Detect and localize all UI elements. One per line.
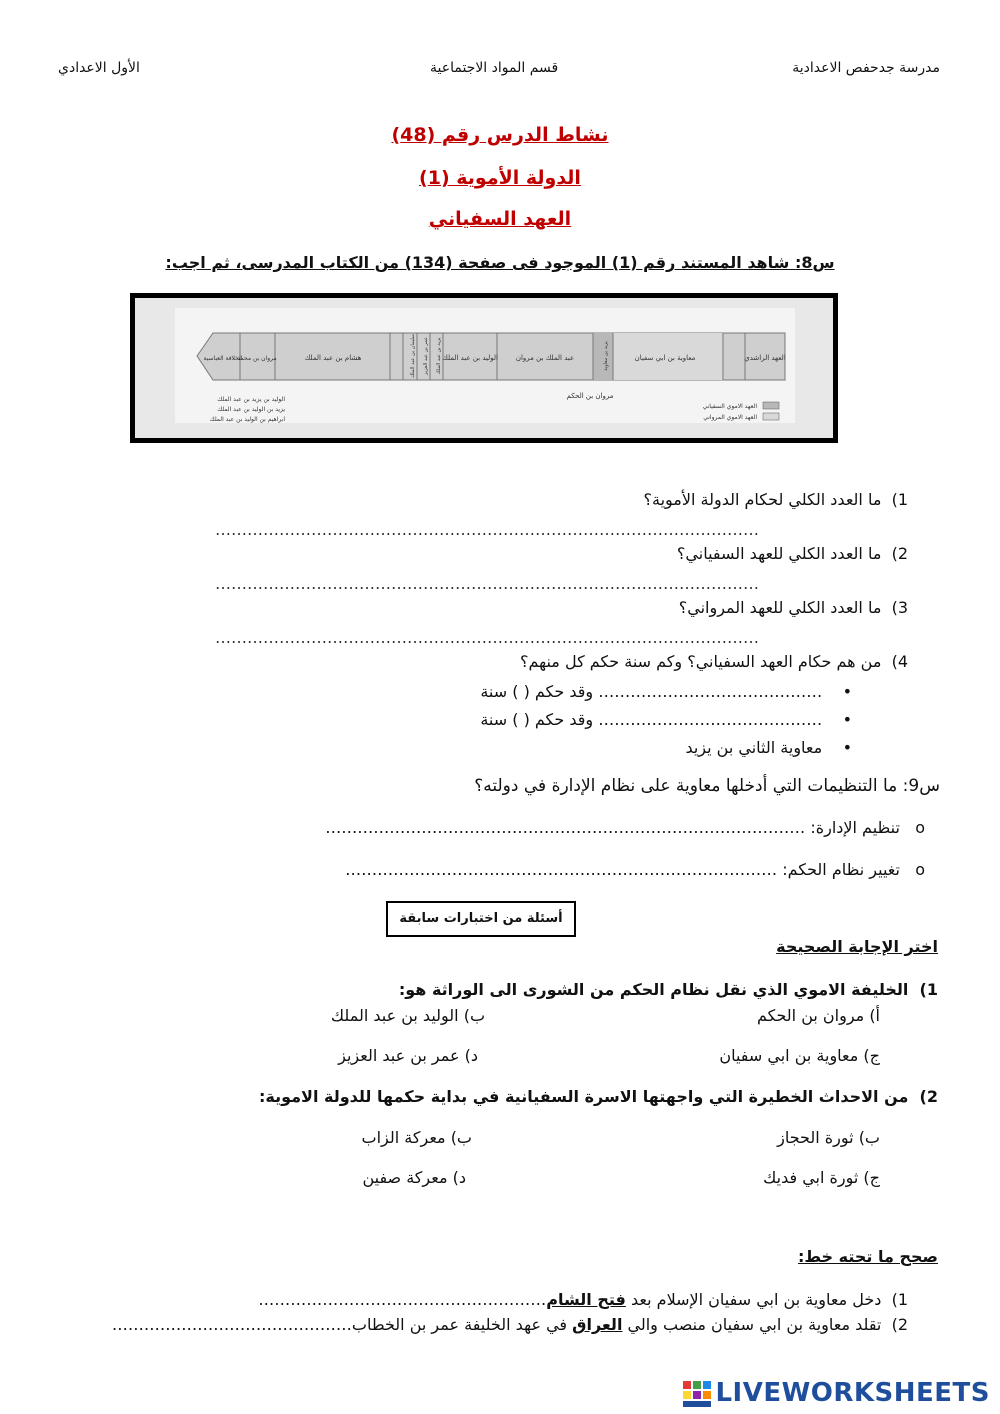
q8-sub-4: [520, 652, 908, 671]
sentence-text: دخل معاوية بن ابي سفيان الإسلام بعد: [631, 1290, 882, 1309]
mcq1-option-d[interactable]: د) عمر بن عبد العزيز: [338, 1046, 478, 1065]
q9-item-text: تغيير نظام الحكم: ………………………………………………………………………: [345, 860, 900, 879]
bullet-text: …………………………………… وقد حكم ( ) سنة: [480, 710, 823, 729]
logo-text: LIVEWORKSHEETS: [715, 1378, 990, 1408]
q-num: 2): [891, 1315, 908, 1334]
mcq-question-2: [259, 1087, 938, 1106]
mcq1-option-c[interactable]: ج) معاوية بن ابي سفيان: [719, 1046, 880, 1065]
ruler-bullet-1[interactable]: [480, 682, 852, 701]
q-num: 3): [891, 598, 908, 617]
era-title: العهد السفياني: [428, 208, 572, 230]
q-text: ما العدد الكلي لحكام الدولة الأموية؟: [643, 490, 882, 509]
underlined-term: العراق: [572, 1315, 623, 1334]
q9-item-1[interactable]: [325, 818, 925, 837]
underlined-term: فتح الشام: [546, 1290, 626, 1309]
bullet-text: …………………………………… وقد حكم ( ) سنة: [480, 682, 823, 701]
timeline-seg-5: سليمان بن عبد الملك: [410, 333, 416, 379]
answer-line-2[interactable]: …………………………………………………………………………………………: [215, 574, 759, 593]
timeline-seg-2: يزيد بن معاوية: [603, 341, 609, 371]
state-title: الدولة الأموية (1): [419, 167, 581, 189]
circle-bullet-icon: o: [915, 818, 925, 837]
timeline-seg-10: الخلافة العباسية: [203, 355, 243, 362]
timeline-seg-0: العهد الراشدي: [744, 354, 786, 362]
answer-line-3[interactable]: …………………………………………………………………………………………: [215, 628, 759, 647]
q9-prompt: س9: ما التنظيمات التي أدخلها معاوية على نظام الإدارة في دولته؟: [474, 776, 940, 796]
sentence-text: تقلد معاوية بن ابي سفيان منصب والي: [627, 1315, 882, 1334]
q-num: 1): [919, 980, 938, 999]
mcq-question-1: [399, 980, 938, 999]
timeline-seg-7: يزيد بن عبد الملك: [436, 337, 442, 375]
timeline-chart: [135, 298, 833, 438]
q8-sub-1: [644, 490, 908, 509]
timeline-seg-3: عبد الملك بن مروان: [515, 354, 575, 362]
correct-heading: صحح ما تحته خط:: [798, 1247, 938, 1266]
mcq1-option-a[interactable]: أ) مروان بن الحكم: [756, 1006, 880, 1025]
correct-item-1: [258, 1290, 908, 1309]
previous-exams-label: أسئلة من اختبارات سابقة: [386, 901, 576, 937]
q8-prompt: س8: شاهد المستند رقم (1) الموجود فى صفحة (134) من الكتاب المدرسى، ثم اجب:: [165, 253, 835, 272]
school-name: مدرسة جدحفص الاعدادية: [792, 60, 940, 76]
timeline-document: [130, 293, 838, 443]
bullet-icon: •: [842, 682, 852, 701]
timeline-note-2: يزيد بن الوليد بن عبد الملك: [217, 406, 285, 413]
circle-bullet-icon: o: [915, 860, 925, 879]
timeline-seg-4: الوليد بن عبد الملك: [442, 354, 498, 362]
department-name: قسم المواد الاجتماعية: [430, 60, 559, 76]
sentence-text: في عهد الخليفة عمر بن الخطاب: [351, 1315, 568, 1334]
mcq2-option-c[interactable]: ج) ثورة ابي فديك: [763, 1168, 880, 1187]
mcq2-option-b[interactable]: ب) معركة الزاب: [361, 1128, 472, 1147]
bullet-text: معاوية الثاني بن يزيد: [685, 738, 823, 757]
timeline-seg-8: هشام بن عبد الملك: [304, 354, 362, 362]
grade-level: الأول الاعدادي: [58, 60, 140, 76]
mcq2-option-a[interactable]: ب) ثورة الحجاز: [777, 1128, 880, 1147]
q8-sub-2: [677, 544, 908, 563]
timeline-note-1: الوليد بن يزيد بن عبد الملك: [217, 396, 285, 403]
q-text: ما العدد الكلي للعهد السفياني؟: [676, 544, 882, 563]
q-num: 1): [891, 1290, 908, 1309]
timeline-seg-6: عمر بن عبد العزيز: [423, 337, 429, 375]
answer-line[interactable]: ………………………………………: [111, 1315, 352, 1334]
q-num: 2): [919, 1087, 938, 1106]
q-text: من الاحداث الخطيرة التي واجهتها الاسرة السفيانية في بداية حكمها للدولة الاموية:: [258, 1087, 909, 1106]
mcq2-option-d[interactable]: د) معركة صفين: [362, 1168, 466, 1187]
q8-sub-3: [679, 598, 908, 617]
mcq-heading: اختر الإجابة الصحيحة: [776, 937, 938, 956]
mcq1-option-b[interactable]: ب) الوليد بن عبد الملك: [330, 1006, 485, 1025]
q-num: 4): [891, 652, 908, 671]
legend-sufyani: العهد الاموي السفياني: [702, 403, 757, 410]
bullet-icon: •: [842, 710, 852, 729]
timeline-seg-1: معاوية بن ابي سفيان: [634, 354, 696, 362]
q-text: الخليفة الاموي الذي نقل نظام الحكم من الشورى الى الوراثة هو:: [398, 980, 909, 999]
liveworksheets-logo: [683, 1378, 990, 1408]
q-num: 1): [891, 490, 908, 509]
q-text: ما العدد الكلي للعهد المرواني؟: [678, 598, 882, 617]
timeline-note-3: ابراهيم بن الوليد بن عبد الملك: [209, 416, 285, 423]
activity-title: نشاط الدرس رقم (48): [391, 124, 609, 146]
ruler-bullet-2[interactable]: [480, 710, 852, 729]
timeline-seg-9: مروان بن محمد: [237, 355, 277, 362]
q-num: 2): [891, 544, 908, 563]
liveworksheets-logo-icon: [683, 1381, 711, 1407]
q9-item-text: تنظيم الإدارة: ………………………………………………………………………………: [325, 818, 900, 837]
ruler-bullet-3: [685, 738, 852, 757]
answer-line-1[interactable]: …………………………………………………………………………………………: [215, 520, 759, 539]
bullet-icon: •: [842, 738, 852, 757]
answer-line[interactable]: ………………………………………………: [258, 1290, 547, 1309]
q-text: من هم حكام العهد السفياني؟ وكم سنة حكم كل منهم؟: [519, 652, 882, 671]
timeline-bottom-label: مروان بن الحكم: [566, 392, 614, 400]
legend-marwani: العهد الاموي المرواني: [703, 414, 757, 421]
q9-item-2[interactable]: [345, 860, 925, 879]
correct-item-2: [112, 1315, 908, 1334]
